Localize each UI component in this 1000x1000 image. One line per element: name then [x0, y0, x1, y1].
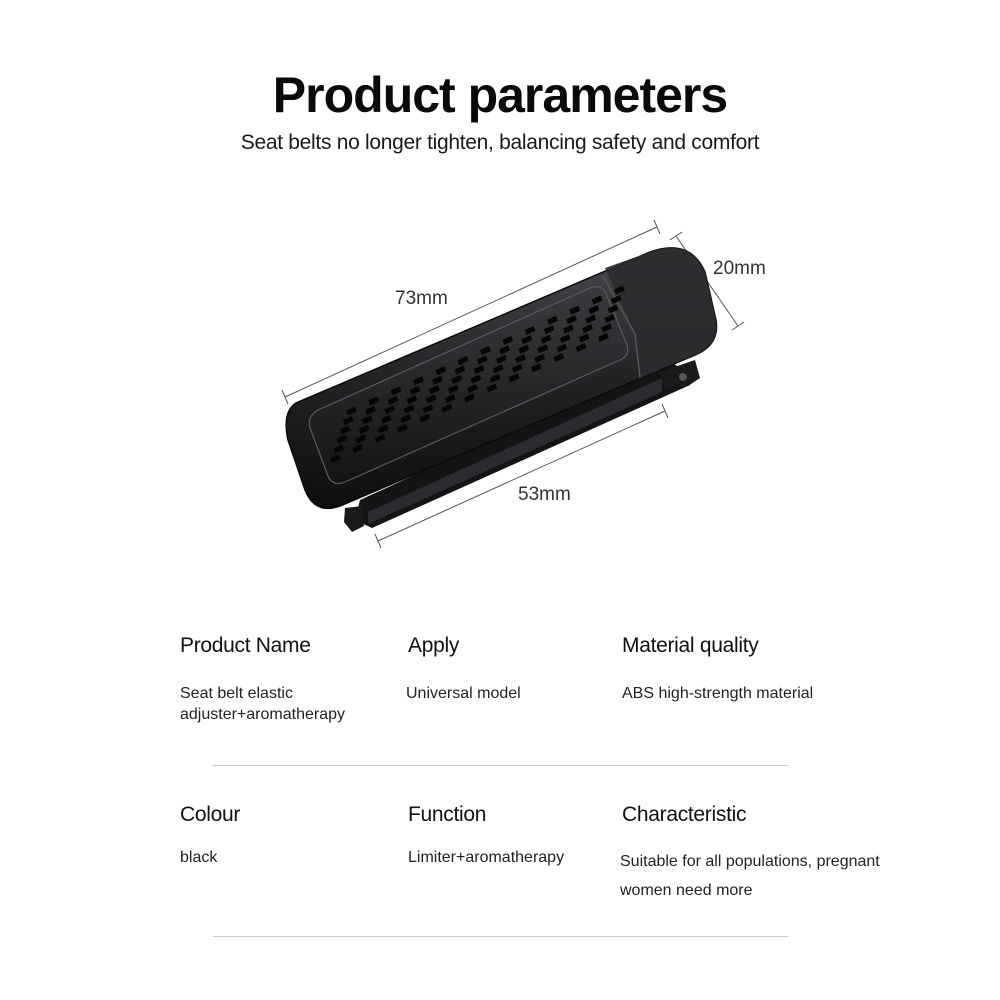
- dimension-inner-length-label: 53mm: [518, 484, 571, 505]
- param-apply: [408, 634, 608, 704]
- seat-belt-adjuster-photo: [286, 248, 716, 532]
- divider: [213, 936, 788, 937]
- param-value-line1: Seat belt elastic: [180, 685, 293, 702]
- page-title: Product parameters: [272, 67, 728, 123]
- dimension-length-label: 73mm: [395, 288, 448, 309]
- param-product-name: [180, 634, 400, 725]
- param-label: Product Name: [180, 634, 311, 657]
- param-label: Colour: [180, 803, 241, 826]
- param-function: [408, 803, 618, 868]
- param-value-line1: Suitable for all populations, pregnant: [620, 853, 880, 870]
- param-characteristic: [622, 803, 942, 905]
- param-label: Apply: [408, 634, 460, 657]
- page-subtitle: Seat belts no longer tighten, balancing safety and comfort: [240, 131, 760, 154]
- param-value-line1: Limiter+aromatherapy: [408, 849, 565, 866]
- param-value-line1: black: [180, 849, 218, 866]
- param-value-line2: women need more: [620, 882, 753, 899]
- product-illustration: [0, 200, 1000, 560]
- param-value-line1: Universal model: [406, 685, 521, 702]
- param-label: Material quality: [622, 634, 759, 657]
- param-value-line2: adjuster+aromatherapy: [180, 706, 345, 723]
- dimension-width-label: 20mm: [713, 258, 766, 279]
- param-label: Characteristic: [622, 803, 747, 826]
- divider: [213, 765, 788, 766]
- param-label: Function: [408, 803, 487, 826]
- param-material-quality: [622, 634, 922, 704]
- param-colour: [180, 803, 400, 868]
- param-value-line1: ABS high-strength material: [622, 685, 814, 702]
